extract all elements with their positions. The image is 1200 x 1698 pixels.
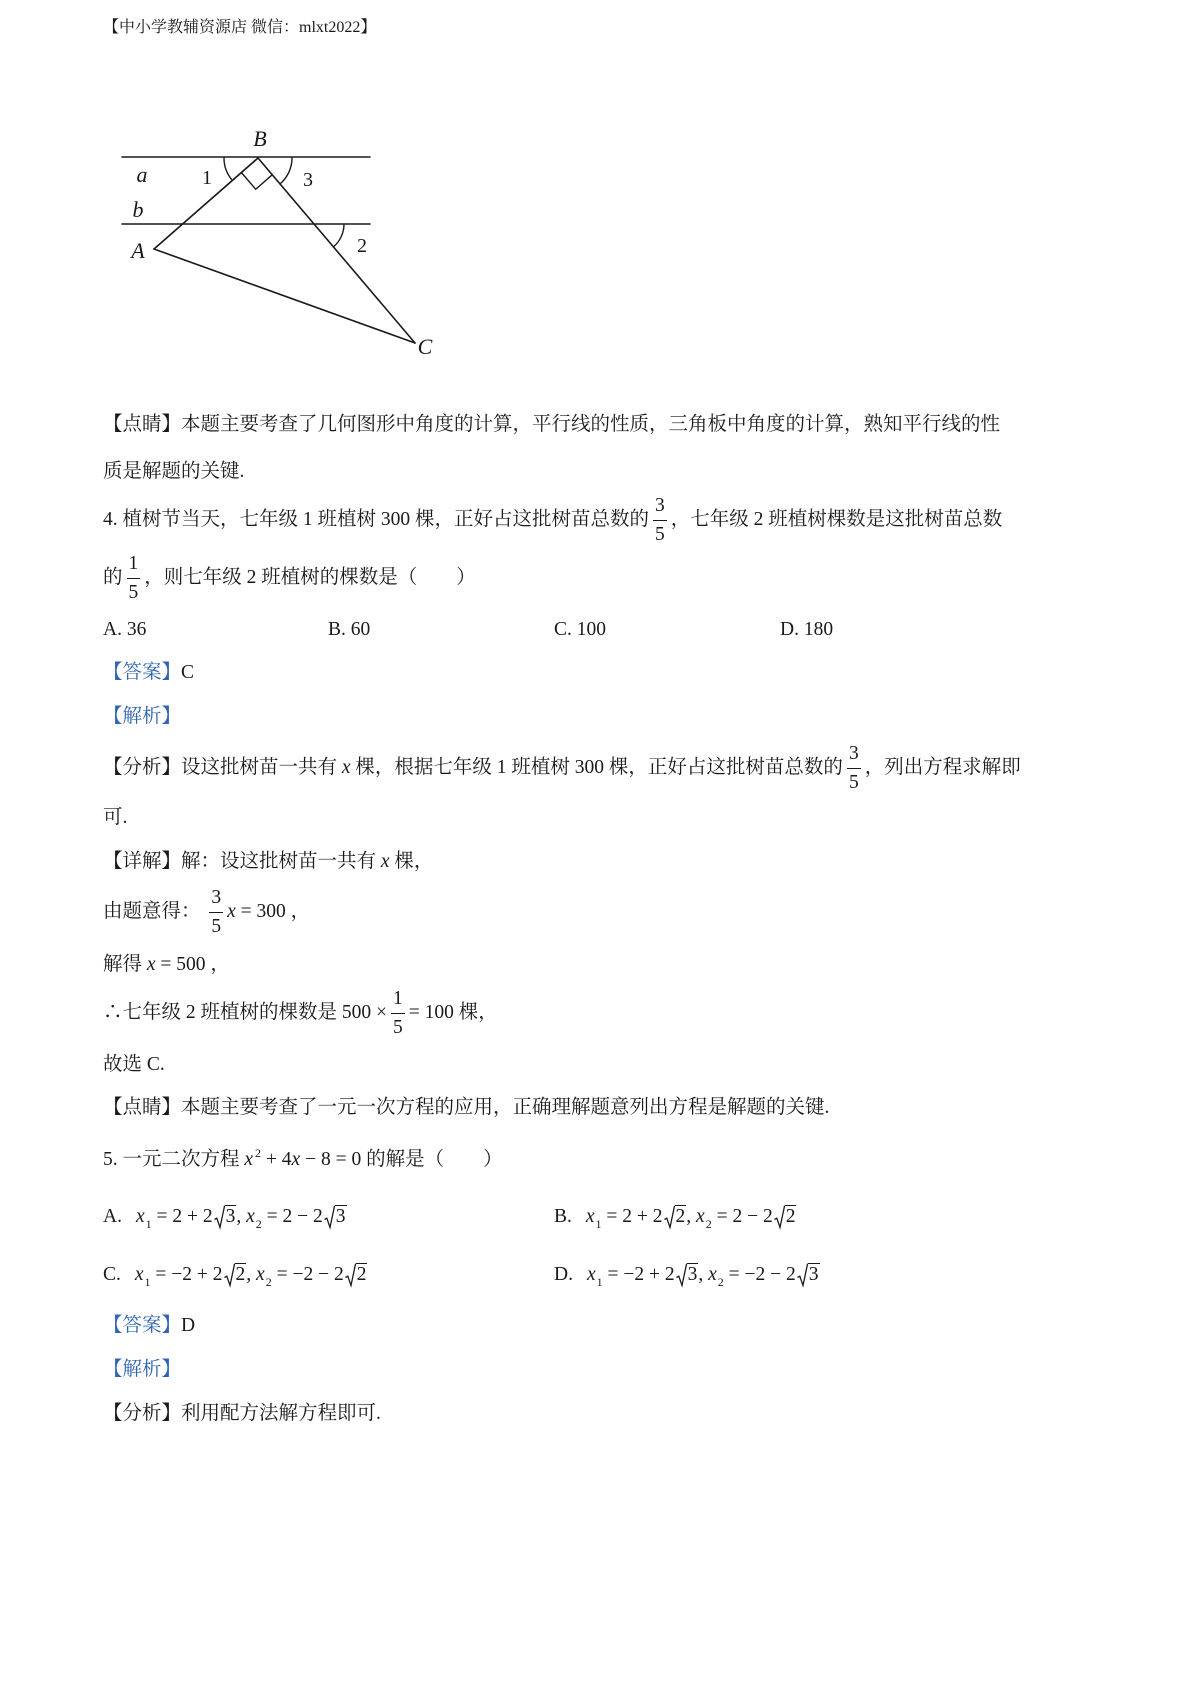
subscript: 1 [595,1217,602,1231]
q3-tip-line-1: 【点睛】本题主要考查了几何图形中角度的计算，平行线的性质，三角板中角度的计算，熟知平行线的性 [103,414,1001,435]
radicand: 3 [808,1264,819,1285]
fraction-denominator: 5 [128,581,139,603]
math-variable [696,1206,712,1231]
fraction [653,495,667,546]
radical-sign-icon [224,1263,235,1287]
variable-letter: x [341,757,351,778]
q5-analysis: 【分析】利用配方法解方程即可. [103,1403,381,1424]
q4-option-d: D. 180 [780,619,834,640]
math-variable [135,1206,152,1231]
angle-1-arc [224,158,232,180]
option-letter: C. [103,1264,121,1285]
radical-sign-icon [324,1205,335,1229]
option-expression [587,1263,820,1287]
text-run: = 300 ， [235,901,311,922]
q4-detail-line-4 [103,985,498,1041]
answer-tag: 【答案】 [103,662,182,683]
radical-sign-icon [664,1205,675,1229]
option-expression [136,1205,347,1229]
q5-analysis-tag: 【解析】 [103,1359,182,1380]
q5-option-d [554,1258,820,1292]
text-run: = 2 + 2 [151,1206,213,1227]
q5-option-c [103,1258,367,1292]
subscript: 2 [705,1217,712,1231]
fraction [209,887,223,938]
math-variable [246,1206,262,1231]
q4-analysis-tag: 【解析】 [103,706,182,727]
right-angle-mark [241,173,272,190]
q4-tip: 【点睛】本题主要考查了一元一次方程的应用，正确理解题意列出方程是解题的关键. [103,1097,830,1118]
q4-option-a: A. 36 [103,619,147,640]
option-letter: B. [554,1206,572,1227]
text-run: , [236,1206,247,1227]
fraction-denominator: 5 [848,771,859,793]
text-run: ，七年级 2 班植树棵数是这批树苗总数 [670,509,1003,530]
q4-detail-line-2 [103,884,310,940]
q4-stem-line-2 [103,550,476,606]
variable-letter: x [134,1264,144,1285]
fraction-denominator: 5 [393,1016,403,1038]
q5-stem [103,1147,503,1173]
math-variable [708,1264,724,1289]
text-run: = −2 − 2 [723,1264,796,1285]
q4-option-c: C. 100 [554,619,607,640]
q4-option-b: B. 60 [328,619,371,640]
text-run: = 2 + 2 [601,1206,663,1227]
square-root [664,1205,687,1229]
angle-2-label: 2 [357,235,367,257]
fraction-numerator: 1 [127,553,141,579]
radical-sign-icon [345,1263,356,1287]
fraction-numerator: 3 [847,743,861,769]
variable-letter: x [244,1148,254,1170]
math-variable [147,952,156,978]
watermark-header: 【中小学教辅资源店 微信：mlxt2022】 [103,19,377,36]
variable-letter: x [291,1149,301,1170]
square-root [214,1205,237,1229]
text-run: = 100 棵， [408,1002,498,1023]
math-variable [585,1206,602,1231]
radicand: 2 [235,1264,246,1285]
variable-letter: x [586,1264,596,1285]
q5-option-a [103,1200,347,1234]
variable-letter: x [135,1206,145,1227]
subscript: 1 [144,1275,151,1289]
text-run: − 8 = 0 的解是（ ） [300,1149,503,1170]
text-run: 【分析】设这批树苗一共有 [103,757,342,778]
fraction [391,988,405,1039]
math-variable [256,1264,272,1289]
fraction-denominator: 5 [655,523,665,545]
square-root [324,1205,347,1229]
square-root [345,1263,368,1287]
radicand: 2 [785,1206,796,1227]
text-run: , [698,1264,709,1285]
answer-value: D [181,1315,196,1336]
q3-tip-line-2: 质是解题的关键. [103,461,245,482]
fraction-numerator: 3 [653,495,667,521]
variable-letter: x [256,1264,265,1285]
angle-3-label: 3 [303,169,313,191]
radical-sign-icon [774,1205,785,1229]
fraction [847,743,861,794]
variable-letter: x [696,1206,705,1227]
math-variable [134,1264,151,1289]
variable-letter: x [246,1206,255,1227]
radicand: 2 [356,1264,367,1285]
answer-tag: 【答案】 [103,1315,182,1336]
text-run: 【详解】解：设这批树苗一共有 [103,851,381,872]
subscript: 1 [596,1275,603,1289]
square-root [774,1205,797,1229]
text-run: = −2 − 2 [271,1264,344,1285]
variable-letter: x [708,1264,717,1285]
variable-letter: x [227,901,236,922]
text-run: , [686,1206,697,1227]
q4-stem-line-1 [103,492,1002,548]
geometry-figure [100,120,460,370]
option-expression [135,1263,368,1287]
text-run: 解得 [103,954,147,975]
text-run: , [246,1264,257,1285]
variable-letter: x [380,851,390,872]
superscript: 2 [255,1145,262,1160]
fraction-numerator: 1 [391,988,405,1014]
math-variable [381,849,390,875]
radicand: 3 [225,1206,236,1227]
subscript: 2 [265,1275,272,1289]
fraction-numerator: 3 [209,887,223,913]
q4-detail-line-1 [103,849,433,875]
radical-sign-icon [797,1263,808,1287]
radical-sign-icon [214,1205,225,1229]
radicand: 3 [335,1206,346,1227]
square-root [676,1263,699,1287]
text-run: 棵， [389,851,434,872]
radicand: 2 [675,1206,686,1227]
text-run: 棵，根据七年级 1 班植树 300 棵，正好占这批树苗总数的 [350,757,843,778]
option-letter: A. [103,1206,122,1227]
point-c-label: C [417,334,433,359]
text-run: 的 [103,567,123,588]
square-root [797,1263,820,1287]
math-variable [244,1147,261,1174]
math-variable [342,755,351,781]
text-run: = −2 + 2 [150,1264,223,1285]
variable-letter: x [585,1206,595,1227]
line-a-label: a [136,162,148,187]
radicand: 3 [687,1264,698,1285]
text-run: 由题意得： [103,901,206,922]
text-run: ，则七年级 2 班植树的棵数是（ ） [144,567,476,588]
square-root [224,1263,247,1287]
q4-answer-line [103,660,194,686]
option-expression [586,1205,797,1229]
point-a-label: A [131,238,145,263]
subscript: 2 [717,1275,724,1289]
point-b-label: B [253,126,267,151]
text-run: ，列出方程求解即 [864,757,1021,778]
text-run: ∴七年级 2 班植树的棵数是 500 × [103,1002,387,1023]
fraction-denominator: 5 [211,915,222,937]
text-run: = 2 − 2 [261,1206,323,1227]
q4-analysis-line-1 [103,740,1021,796]
radical-sign-icon [676,1263,687,1287]
text-run: = −2 + 2 [602,1264,675,1285]
answer-value: C [181,662,195,683]
angle-2-arc [333,224,344,247]
q4-analysis-line-2: 可. [103,807,128,828]
q4-detail-line-5: 故选 C. [103,1054,165,1075]
option-letter: D. [554,1264,573,1285]
text-run: 4. 植树节当天，七年级 1 班植树 300 棵，正好占这批树苗总数的 [103,509,650,530]
q4-detail-line-3 [103,952,230,978]
math-variable [586,1264,603,1289]
math-variable [292,1147,301,1173]
text-run: + 4 [261,1149,292,1170]
angle-1-label: 1 [202,167,212,189]
text-run: = 500 ， [155,954,230,975]
subscript: 2 [255,1217,262,1231]
subscript: 1 [145,1217,152,1231]
line-b-label: b [132,197,144,222]
math-variable [227,899,236,925]
variable-letter: x [146,954,156,975]
q5-answer-line [103,1313,195,1339]
q5-option-b [554,1200,796,1234]
text-run: = 2 − 2 [711,1206,773,1227]
text-run: 5. 一元二次方程 [103,1149,245,1170]
angle-3-arc [280,158,292,184]
fraction [127,553,141,604]
